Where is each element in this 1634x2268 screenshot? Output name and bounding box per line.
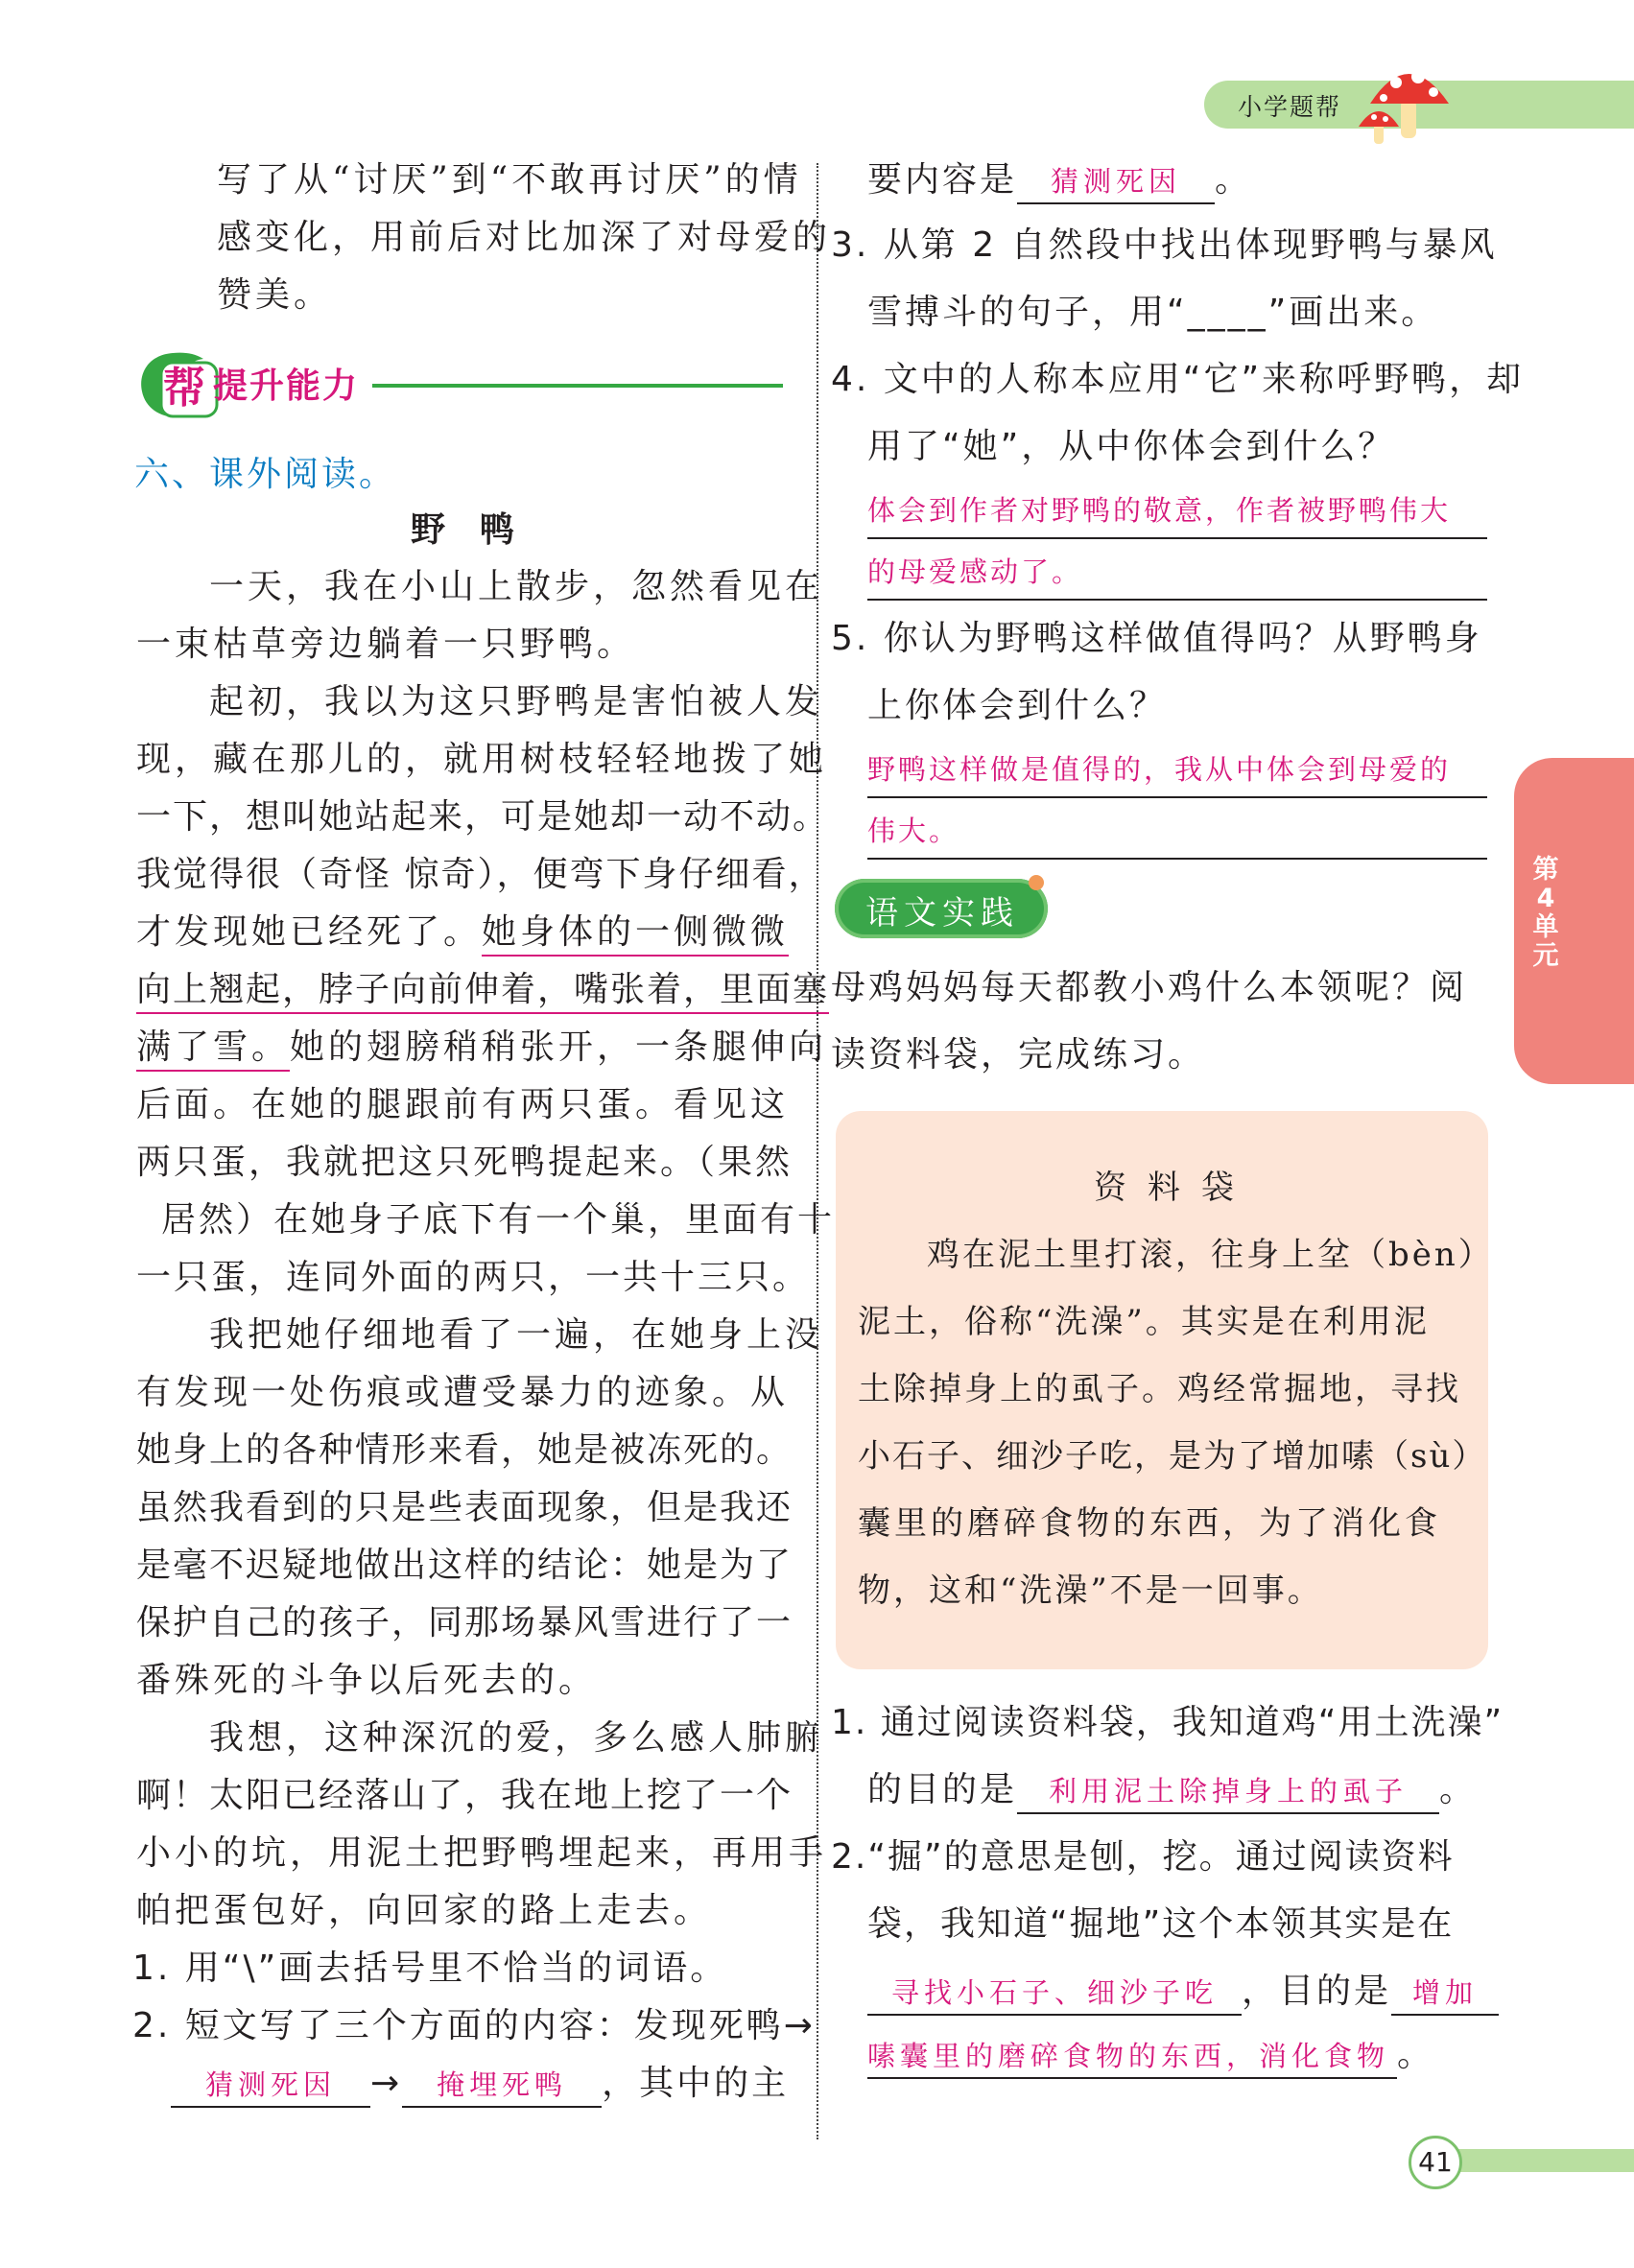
section-six-heading: 六、课外阅读。	[134, 455, 397, 494]
story-line: 居然）在她身子底下有一个巢，里面有十	[161, 1200, 836, 1240]
question-2: 2. 短文写了三个方面的内容：发现死鸭→	[132, 2006, 816, 2045]
question-text: 。	[1439, 1770, 1478, 1809]
story-line: 起初，我以为这只野鸭是害怕被人发	[209, 682, 824, 721]
question-text: ，目的是	[1242, 1972, 1392, 2011]
story-line	[136, 904, 789, 961]
arrow-text: →	[370, 2064, 403, 2103]
story-text: 才发现她已经死了。	[136, 912, 483, 952]
story-line: 现，藏在那儿的，就用树枝轻轻地拨了她	[136, 740, 828, 779]
answer-blank: 增加	[1391, 1972, 1499, 2016]
story-line: 虽然我看到的只是些表面现象，但是我还	[136, 1488, 793, 1527]
underlined-sentence: 满了雪。	[136, 1028, 290, 1072]
story-line	[136, 1019, 827, 1076]
info-box-line: 囊里的磨碎食物的东西，为了消化食	[858, 1504, 1441, 1543]
question-text: 要内容是	[867, 160, 1018, 200]
answer-blank: 掩埋死鸭	[402, 2064, 602, 2108]
answer-line: 伟大。	[867, 804, 1487, 860]
info-box-line: 鸡在泥土里打滚，往身上坌（bèn）	[927, 1236, 1494, 1274]
story-line: 保护自己的孩子，同那场暴风雪进行了一	[136, 1603, 793, 1642]
story-line: 我想，这种深沉的爱，多么感人肺腑	[209, 1718, 824, 1758]
info-box-line: 泥土，俗称“洗澡”。其实是在利用泥	[858, 1303, 1430, 1341]
section-rule	[372, 384, 783, 388]
story-line: 一束枯草旁边躺着一只野鸭。	[136, 625, 636, 664]
story-line: 一只蛋，连同外面的两只，一共十三只。	[136, 1258, 811, 1297]
bang-badge-label: 帮	[163, 364, 205, 413]
question-4: 用了“她”，从中你体会到什么？	[867, 427, 1396, 466]
story-line: 一下，想叫她站起来，可是她却一动不动。	[136, 797, 830, 837]
question-2-answers	[171, 2055, 789, 2113]
story-line: 番殊死的斗争以后死去的。	[136, 1661, 598, 1700]
story-line: 有发现一处伤痕或遭受暴力的迹象。从	[136, 1373, 790, 1412]
underlined-sentence: 她身体的一侧微微	[482, 912, 789, 957]
story-line: 是毫不迟疑地做出这样的结论：她是为了	[136, 1546, 793, 1585]
story-line: 帕把蛋包好，向回家的路上走去。	[136, 1891, 713, 1930]
question-5: 上你体会到什么？	[867, 686, 1168, 725]
info-box-title: 资料袋	[1094, 1169, 1255, 1207]
intro-line-3: 赞美。	[217, 275, 333, 315]
info-box-line: 土除掉身上的虱子。鸡经常掘地，寻找	[858, 1370, 1461, 1408]
story-line	[136, 961, 829, 1019]
question-5: 5. 你认为野鸭这样做值得吗？从野鸭身	[831, 619, 1482, 658]
badge-dot	[1029, 875, 1044, 890]
question-text: ，其中的主	[602, 2064, 790, 2103]
story-line: 她身上的各种情形来看，她是被冻死的。	[136, 1430, 793, 1470]
practice-question-2-answer	[867, 1963, 1499, 2020]
page-number: 41	[1409, 2136, 1462, 2189]
story-title: 野鸭	[411, 510, 550, 550]
question-text: 。	[1215, 160, 1253, 200]
practice-question-1: 1. 通过阅读资料袋，我知道鸡“用土洗澡”	[831, 1703, 1504, 1742]
answer-line: 野鸭这样做是值得的，我从中体会到母爱的	[867, 743, 1487, 798]
answer-blank: 利用泥土除掉身上的虱子	[1017, 1770, 1439, 1814]
question-2-continued	[867, 152, 1252, 209]
underlined-sentence: 向上翘起，脖子向前伸着，嘴张着，里面塞	[136, 970, 829, 1014]
practice-intro: 母鸡妈妈每天都教小鸡什么本领呢？阅	[831, 968, 1468, 1007]
practice-question-1-answer	[867, 1761, 1477, 1819]
question-text: 的目的是	[867, 1770, 1018, 1809]
intro-line-1: 写了从“讨厌”到“不敢再讨厌”的情	[217, 160, 802, 200]
practice-label: 语文实践	[865, 894, 1019, 933]
question-4: 4. 文中的人称本应用“它”来称呼野鸭，却	[831, 360, 1525, 399]
story-text: 她的翅膀稍稍张开，一条腿伸向	[290, 1028, 828, 1067]
question-text: 。	[1397, 2035, 1435, 2074]
question-3: 3. 从第 2 自然段中找出体现野鸭与暴风	[831, 225, 1498, 265]
answer-blank: 寻找小石子、细沙子吃	[867, 1972, 1242, 2016]
story-line: 后面。在她的腿跟前有两只蛋。看见这	[136, 1085, 790, 1124]
story-line: 小小的坑，用泥土把野鸭埋起来，再用手	[136, 1833, 828, 1873]
question-3: 雪搏斗的句子，用“____”画出来。	[867, 293, 1439, 332]
story-line: 一天，我在小山上散步，忽然看见在	[209, 567, 824, 606]
answer-blank: 嗉囊里的磨碎食物的东西，消化食物	[867, 2035, 1397, 2079]
section-title: 提升能力	[213, 366, 360, 406]
practice-question-2-answer	[867, 2026, 1434, 2084]
answer-line: 的母爱感动了。	[867, 545, 1487, 601]
info-box-line: 物，这和“洗澡”不是一回事。	[858, 1571, 1323, 1610]
answer-blank: 猜测死因	[171, 2064, 370, 2108]
info-box-line: 小石子、细沙子吃，是为了增加嗉（sù）	[858, 1437, 1487, 1476]
story-line: 两只蛋，我就把这只死鸭提起来。（果然	[136, 1143, 793, 1182]
unit-tab-label: 第4单元	[1532, 855, 1559, 971]
practice-question-2: 袋，我知道“掘地”这个本领其实是在	[867, 1904, 1455, 1944]
question-1: 1. 用“\”画去括号里不恰当的词语。	[132, 1949, 728, 1988]
story-line: 我把她仔细地看了一遍，在她身上没	[209, 1315, 824, 1355]
intro-line-2: 感变化，用前后对比加深了对母爱的	[217, 218, 832, 257]
story-line: 我觉得很（奇怪 惊奇），便弯下身仔细看，	[136, 855, 825, 894]
answer-line: 体会到作者对野鸭的敬意，作者被野鸭伟大	[867, 484, 1487, 539]
brand-label: 小学题帮	[1238, 93, 1342, 121]
mushroom-icon	[1353, 54, 1468, 150]
practice-question-2: 2.“掘”的意思是刨，挖。通过阅读资料	[831, 1837, 1455, 1877]
practice-intro: 读资料袋，完成练习。	[831, 1035, 1206, 1075]
answer-blank: 猜测死因	[1017, 160, 1215, 204]
story-line: 啊！太阳已经落山了，我在地上挖了一个	[136, 1776, 793, 1815]
footer-bar	[1439, 2149, 1634, 2172]
